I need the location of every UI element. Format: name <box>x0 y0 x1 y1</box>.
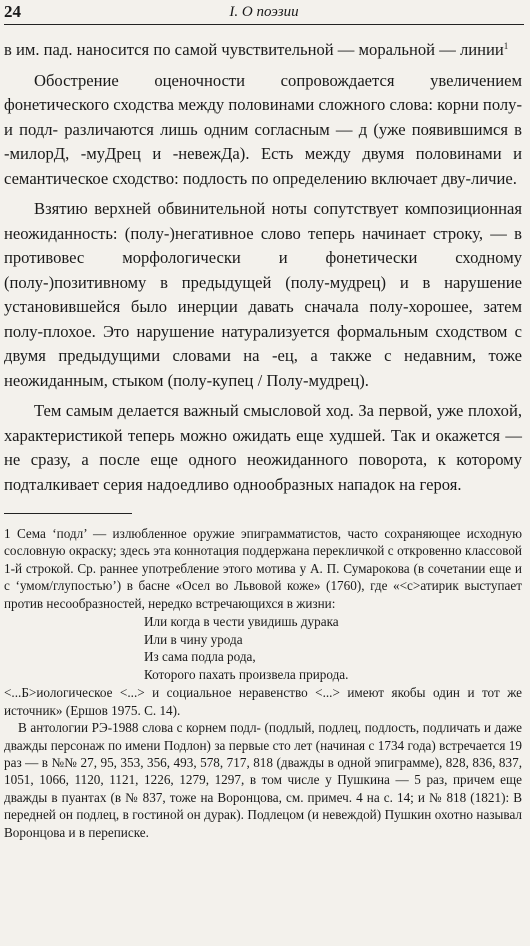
running-header <box>4 2 524 25</box>
verse-line: Или в чину урода <box>144 631 243 647</box>
paragraph: Тем самым делается важный смысловой ход. За первой, уже плохой, характеристикой теперь можно ожидать еще худшей. Так и окажется — не сразу, а после еще одного неожиданного поворота, к которому подталкивает серия надоедливо однообразных нападок на героя. <box>4 401 522 494</box>
footnote-paragraph: В антологии РЭ-1988 слова с корнем подл- (подлый, подлец, подлость, подличать и даже дважды персонаж по имени Подлон) за первые сто лет (начиная с 1734 года) встречается 19 раз — в №№ 27, 95, 353, 356, 493, 578, 717, 818 (дважды в одной эпиграмме), 828, 836, 837, 1051, 1066, 1120, 1121, 1226, 1279, 1297, в том числе у Пушкина — 5 раз, причем еще дважды в пуантах (в № 837, тоже на Воронцова, см. примеч. 4 на с. 14; и № 818 (1821): В передней он подлец, в гостиной он дурак). Подлецом (и невеждой) Пушкин охотно называл Воронцова и в переписке. <box>4 720 522 840</box>
paragraph: Обострение оценочности сопровождается увеличением фонетического сходства между половинами сложного слова: корни полу- и подл- различаются лишь одним согласным — д (уже появившимся в -милорД, -муДрец и -невежДа). Есть между двумя половинами и семантическое сходство: подлость по определению включает дву-личие. <box>4 70 522 188</box>
verse-line: Или когда в чести увидишь дурака <box>144 614 339 630</box>
main-text <box>4 38 522 497</box>
paragraph-text: в им. пад. наносится по самой чувствительной — моральной — линии <box>4 40 504 59</box>
verse-line: Которого пахать произвела природа. <box>144 666 349 682</box>
footnote-lead: 1 Сема ‘подл’ — излюбленное оружие эпиграмматистов, часто сохраняющее исходную сословную окраску; здесь эта коннотация поддержана перекличкой с откровенно классовой 1-й строкой. Ср. раннее употребление этого мотива у А. П. Сумарокова (в сочетании еще и с ‘умом/глупостью’) в басне «Осел во Львовой коже» (1760), где «<с>атирик выступает против несообразностей, нередко встречающихся в жизни: <box>4 526 522 611</box>
paragraph <box>4 38 522 63</box>
footnote-divider <box>4 513 132 514</box>
footnote <box>4 525 522 841</box>
page-body <box>4 38 522 841</box>
page-number: 24 <box>4 2 21 21</box>
footnote-marker[interactable]: 1 <box>503 41 509 51</box>
verse-quote <box>144 613 522 683</box>
footnote-quote-end: <...Б>иологическое <...> и социальное неравенство <...> имеют якобы один и тот же источник» (Ершов 1975. С. 14). <box>4 685 522 718</box>
paragraph: Взятию верхней обвинительной ноты сопутствует композиционная неожиданность: (полу-)негативное слово теперь начинает строку, — в противовес морфологически и фонетически сходному (полу-)позитивному в предыдущей (полу-мудрец) и в нарушение установившейся было инерции давать сначала полу-хорошее, затем полу-плохое. Это нарушение натурализуется формальным сходством с двумя предыдущими словами на -ец, а также с недавним, тоже неожиданным, стыком (полу-купец / Полу-мудрец). <box>4 199 522 390</box>
verse-line: Из сама подла рода, <box>144 649 256 665</box>
running-title: I. О поэзии <box>229 4 299 20</box>
